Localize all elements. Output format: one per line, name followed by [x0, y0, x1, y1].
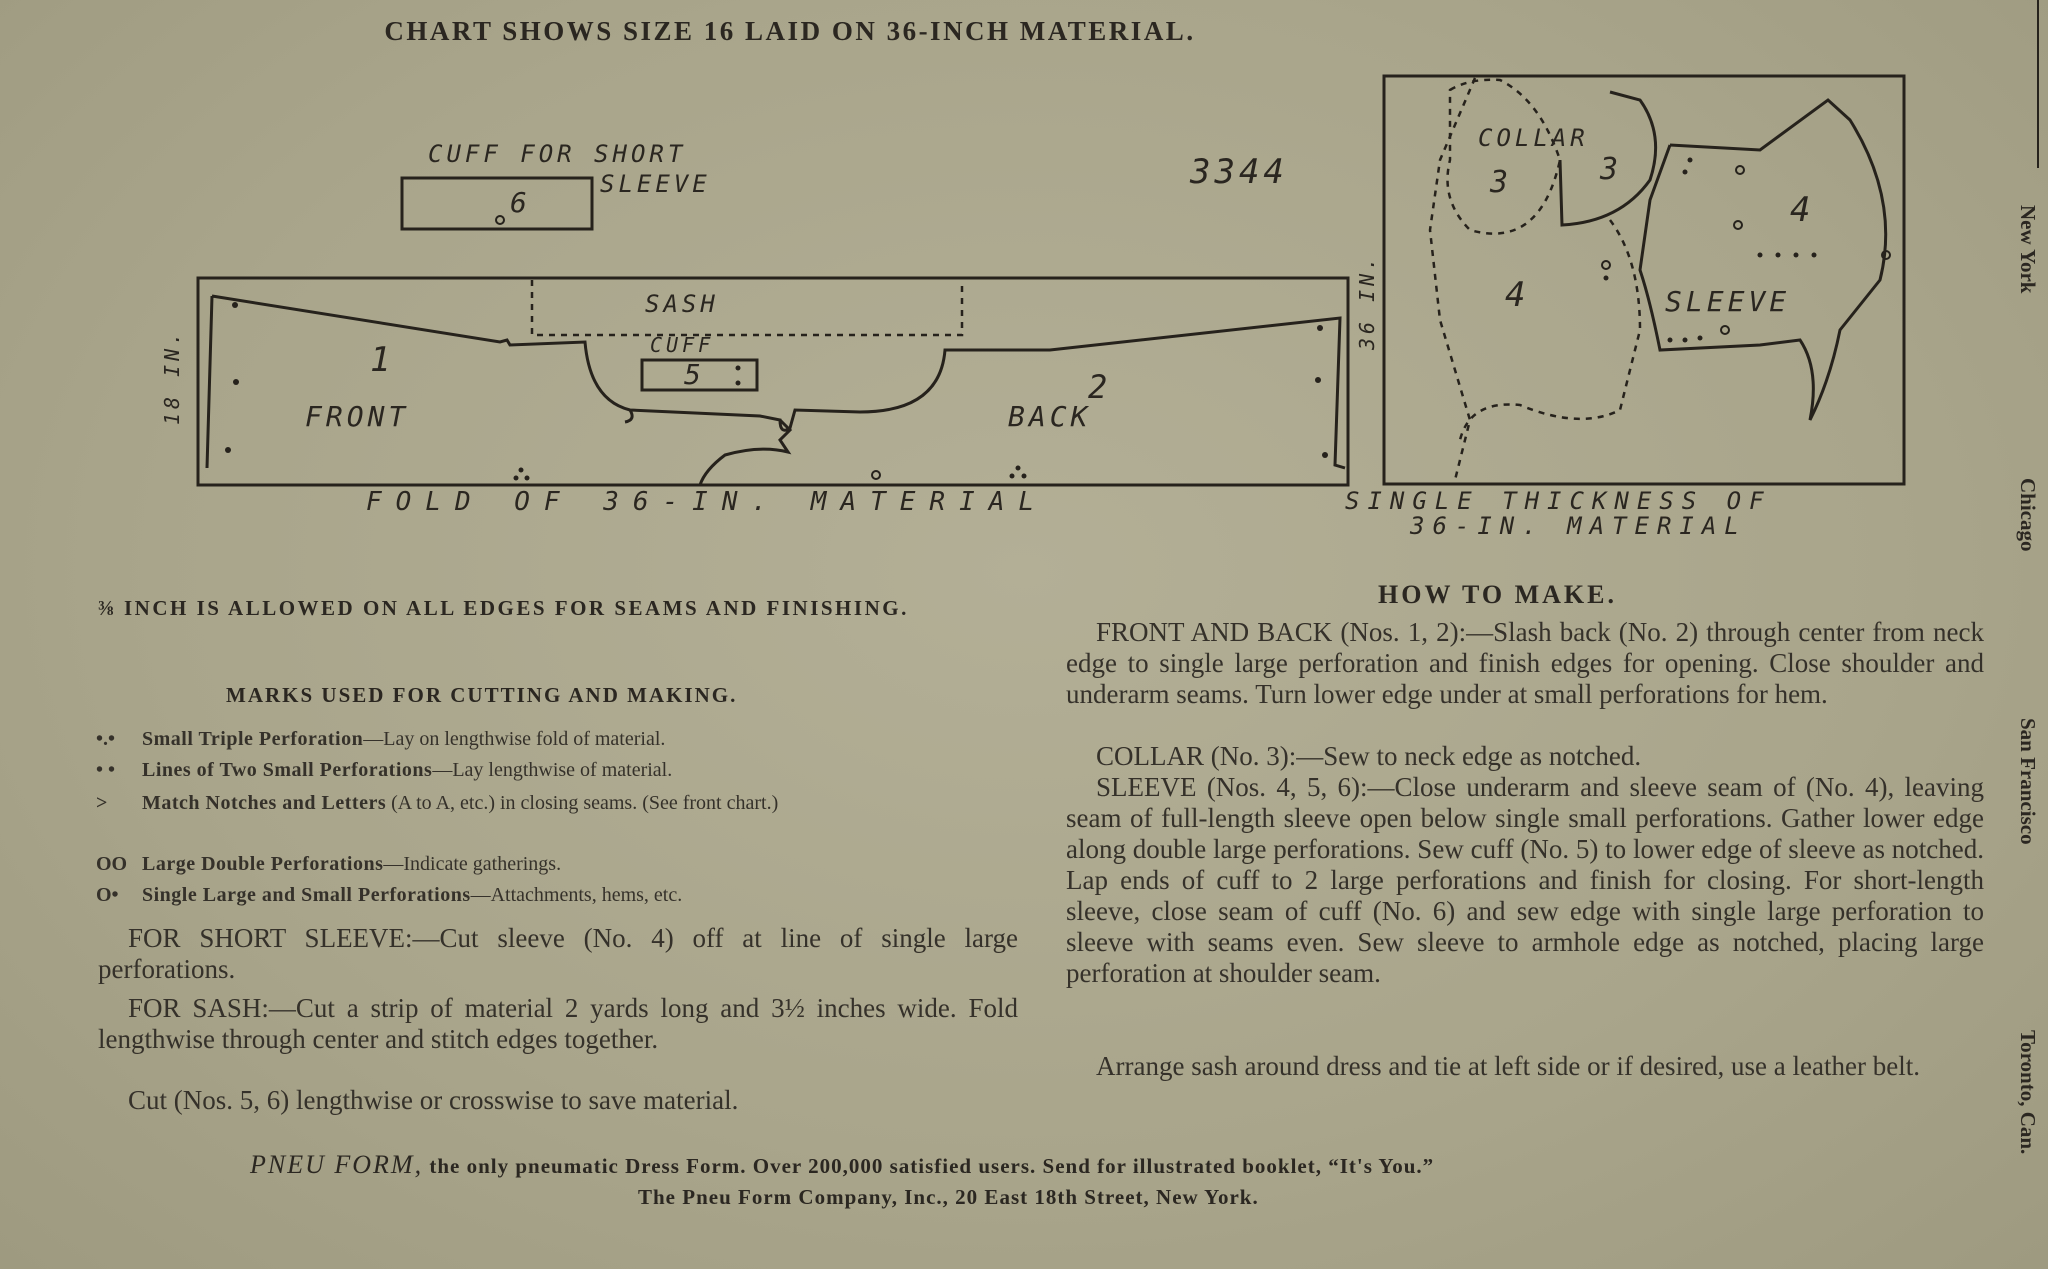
seam-allowance-note: ⅜ INCH IS ALLOWED ON ALL EDGES FOR SEAMS AND FINISHING.: [98, 596, 909, 620]
sleeve-number-b: 4: [1505, 275, 1530, 315]
brand-name: PNEU FORM,: [250, 1150, 424, 1179]
side-city-chicago: Chicago: [2016, 478, 2040, 552]
side-city-san-francisco: San Francisco: [2016, 718, 2040, 845]
mark-symbol: • •: [96, 759, 116, 781]
cuff-number: 5: [684, 358, 705, 391]
side-city-new-york: New York: [2016, 205, 2040, 294]
pattern-number: 3344: [1190, 152, 1288, 192]
marks-heading: MARKS USED FOR CUTTING AND MAKING.: [226, 683, 738, 707]
front-number: 1: [370, 340, 395, 380]
sash-outline: [532, 280, 962, 335]
front-back-instructions: FRONT AND BACK (Nos. 1, 2):—Slash back (No. 2) through center from neck edge to single large perforation and finish edges for opening. Close shoulder and underarm seams. Turn lower edge under at small perforations for hem.: [1066, 617, 1984, 709]
mark-label: Large Double Perforations: [142, 853, 384, 875]
sleeve-dotted-line: [1460, 220, 1640, 440]
mark-row: [96, 727, 665, 751]
footer-ad-text: the only pneumatic Dress Form. Over 200,000 satisfied users. Send for illustrated booklet, “It's You.”: [429, 1154, 1435, 1178]
mark-row: [96, 852, 561, 876]
mark-label: Small Triple Perforation: [142, 728, 364, 750]
mark-desc: (A to A, etc.) in closing seams. (See front chart.): [386, 792, 779, 814]
back-label: BACK: [1008, 400, 1092, 433]
cuff-short-label: CUFF FOR SHORT: [428, 140, 687, 168]
cuff-label: CUFF: [650, 333, 715, 357]
mark-desc: —Attachments, hems, etc.: [470, 884, 683, 906]
width-right-label: 36 IN.: [1355, 253, 1379, 350]
cuff-short-number: 6: [510, 186, 531, 219]
cuff-short-label-2: SLEEVE: [600, 170, 711, 198]
fold-caption: FOLD OF 36-IN. MATERIAL: [366, 487, 1049, 517]
width-left-label: 18 IN.: [160, 328, 184, 425]
mark-row: [96, 883, 682, 907]
mark-row: [96, 758, 672, 782]
mark-symbol: OO: [96, 853, 128, 875]
sleeve-dotted-edge: [1430, 78, 1475, 480]
back-number: 2: [1088, 368, 1112, 406]
mark-symbol: •.•: [96, 728, 116, 750]
how-to-make-heading: HOW TO MAKE.: [1378, 580, 1617, 609]
single-thickness-caption-2: 36-IN. MATERIAL: [1410, 512, 1747, 540]
sleeve-label: SLEEVE: [1665, 285, 1791, 318]
short-sleeve-instructions: FOR SHORT SLEEVE:—Cut sleeve (No. 4) off at line of single large perforations.: [98, 923, 1018, 984]
side-city-toronto: Toronto, Can.: [2016, 1030, 2040, 1155]
front-label: FRONT: [305, 400, 410, 433]
mark-row: [96, 788, 1016, 818]
mark-desc: —Lay on lengthwise fold of material.: [363, 728, 666, 750]
mark-label: Single Large and Small Perforations: [142, 884, 471, 906]
collar-label: COLLAR: [1478, 124, 1589, 152]
cut-instructions: Cut (Nos. 5, 6) lengthwise or crosswise to save material.: [128, 1085, 739, 1115]
mark-symbol: O•: [96, 884, 119, 906]
front-back-outline: [207, 296, 1345, 485]
collar-number-a: 3: [1490, 165, 1513, 200]
mark-label: Match Notches and Letters: [142, 792, 387, 814]
fold-layout-frame: [198, 278, 1348, 485]
footer-advertisement: [250, 1150, 1850, 1180]
sash-label: SASH: [645, 290, 719, 318]
mark-desc: —Lay lengthwise of material.: [432, 759, 673, 781]
footer-address: The Pneu Form Company, Inc., 20 East 18th Street, New York.: [638, 1185, 1259, 1209]
mark-label: Lines of Two Small Perforations: [142, 759, 433, 781]
cutting-layout-diagram: [0, 0, 2048, 560]
sash-instructions: FOR SASH:—Cut a strip of material 2 yards long and 3½ inches wide. Fold lengthwise through center and stitch edges together.: [98, 993, 1018, 1054]
sleeve-instructions: SLEEVE (Nos. 4, 5, 6):—Close underarm and sleeve seam of (No. 4), leaving seam of full-length sleeve open below single small perforations. Gather lower edge along double large perforations. Sew cuff (No. 5) to lower edge of sleeve as notched. Lap ends of cuff to 2 large perforations and finish for closing. For short-length sleeve, close seam of cuff (No. 6) and sew edge with single large perforation to sleeve with seams even. Sew sleeve to armhole edge as notched, placing large perforation at shoulder seam.: [1066, 772, 1984, 988]
single-thickness-caption: SINGLE THICKNESS OF: [1345, 487, 1772, 515]
mark-desc: —Indicate gatherings.: [383, 853, 562, 875]
sleeve-outline: [1640, 100, 1886, 420]
collar-number-b: 3: [1600, 152, 1623, 187]
sleeve-number-a: 4: [1790, 190, 1815, 230]
mark-symbol: >: [96, 792, 108, 814]
collar-instructions: COLLAR (No. 3):—Sew to neck edge as notched.: [1096, 741, 1642, 771]
chart-title: CHART SHOWS SIZE 16 LAID ON 36-INCH MATERIAL.: [384, 16, 1196, 46]
sash-belt-instructions: Arrange sash around dress and tie at left side or if desired, use a leather belt.: [1096, 1051, 1920, 1081]
